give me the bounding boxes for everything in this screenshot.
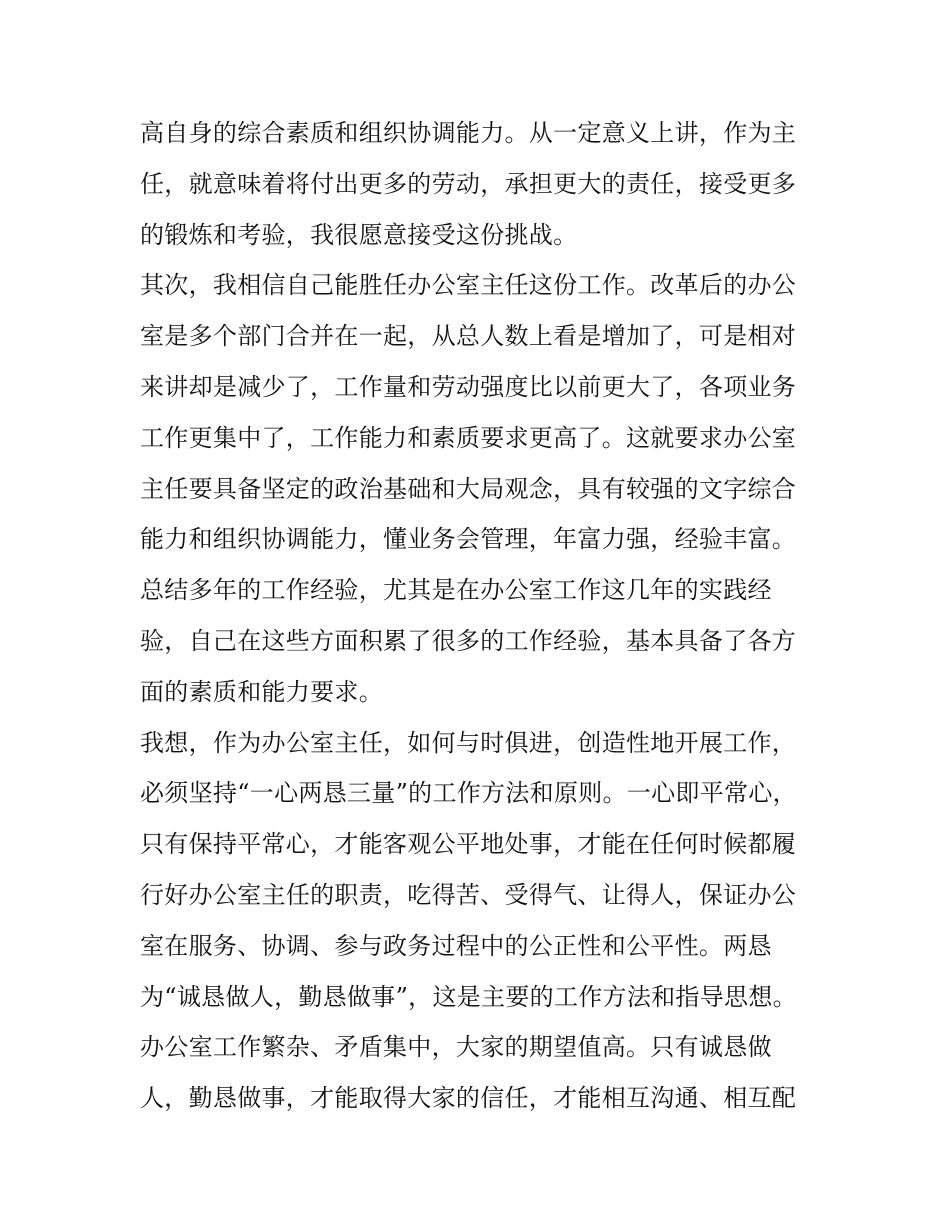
text-line: 其次，我相信自己能胜任办公室主任这份工作。改革后的办公 <box>140 271 797 300</box>
text-line: 高自身的综合素质和组织协调能力。从一定意义上讲，作为主 <box>140 119 797 147</box>
text-line: 办公室工作繁杂、矛盾集中，大家的期望值高。只有诚恳做 <box>140 1033 772 1062</box>
text-line: 验，自己在这些方面积累了很多的工作经验，基本具备了各方 <box>140 626 797 655</box>
text-line: 室是多个部门合并在一起，从总人数上看是增加了，可是相对 <box>140 322 797 351</box>
text-line: 工作更集中了，工作能力和素质要求更高了。这就要求办公室 <box>140 423 797 452</box>
text-line: 室在服务、协调、参与政务过程中的公正性和公平性。两恳 <box>140 931 772 960</box>
text-line: 来讲却是减少了，工作量和劳动强度比以前更大了，各项业务 <box>140 372 797 401</box>
text-line: 为“诚恳做人，勤恳做事”，这是主要的工作方法和指导思想。 <box>140 982 797 1011</box>
text-line: 只有保持平常心，才能客观公平地处事，才能在任何时候都履 <box>140 830 797 859</box>
body-text <box>140 108 820 1124</box>
text-line: 必须坚持“一心两恳三量”的工作方法和原则。一心即平常心， <box>140 779 797 808</box>
text-line: 人，勤恳做事，才能取得大家的信任，才能相互沟通、相互配 <box>140 1084 797 1113</box>
text-line: 面的素质和能力要求。 <box>140 677 383 706</box>
text-line: 的锻炼和考验，我很愿意接受这份挑战。 <box>140 220 578 249</box>
text-line: 我想，作为办公室主任，如何与时俱进，创造性地开展工作， <box>140 728 797 757</box>
text-line: 能力和组织协调能力，懂业务会管理，年富力强，经验丰富。 <box>140 525 797 554</box>
text-line: 主任要具备坚定的政治基础和大局观念，具有较强的文字综合 <box>140 474 797 503</box>
text-line: 任，就意味着将付出更多的劳动，承担更大的责任，接受更多 <box>140 169 797 198</box>
text-line: 行好办公室主任的职责，吃得苦、受得气、让得人，保证办公 <box>140 880 797 909</box>
text-line: 总结多年的工作经验，尤其是在办公室工作这几年的实践经 <box>140 576 772 605</box>
